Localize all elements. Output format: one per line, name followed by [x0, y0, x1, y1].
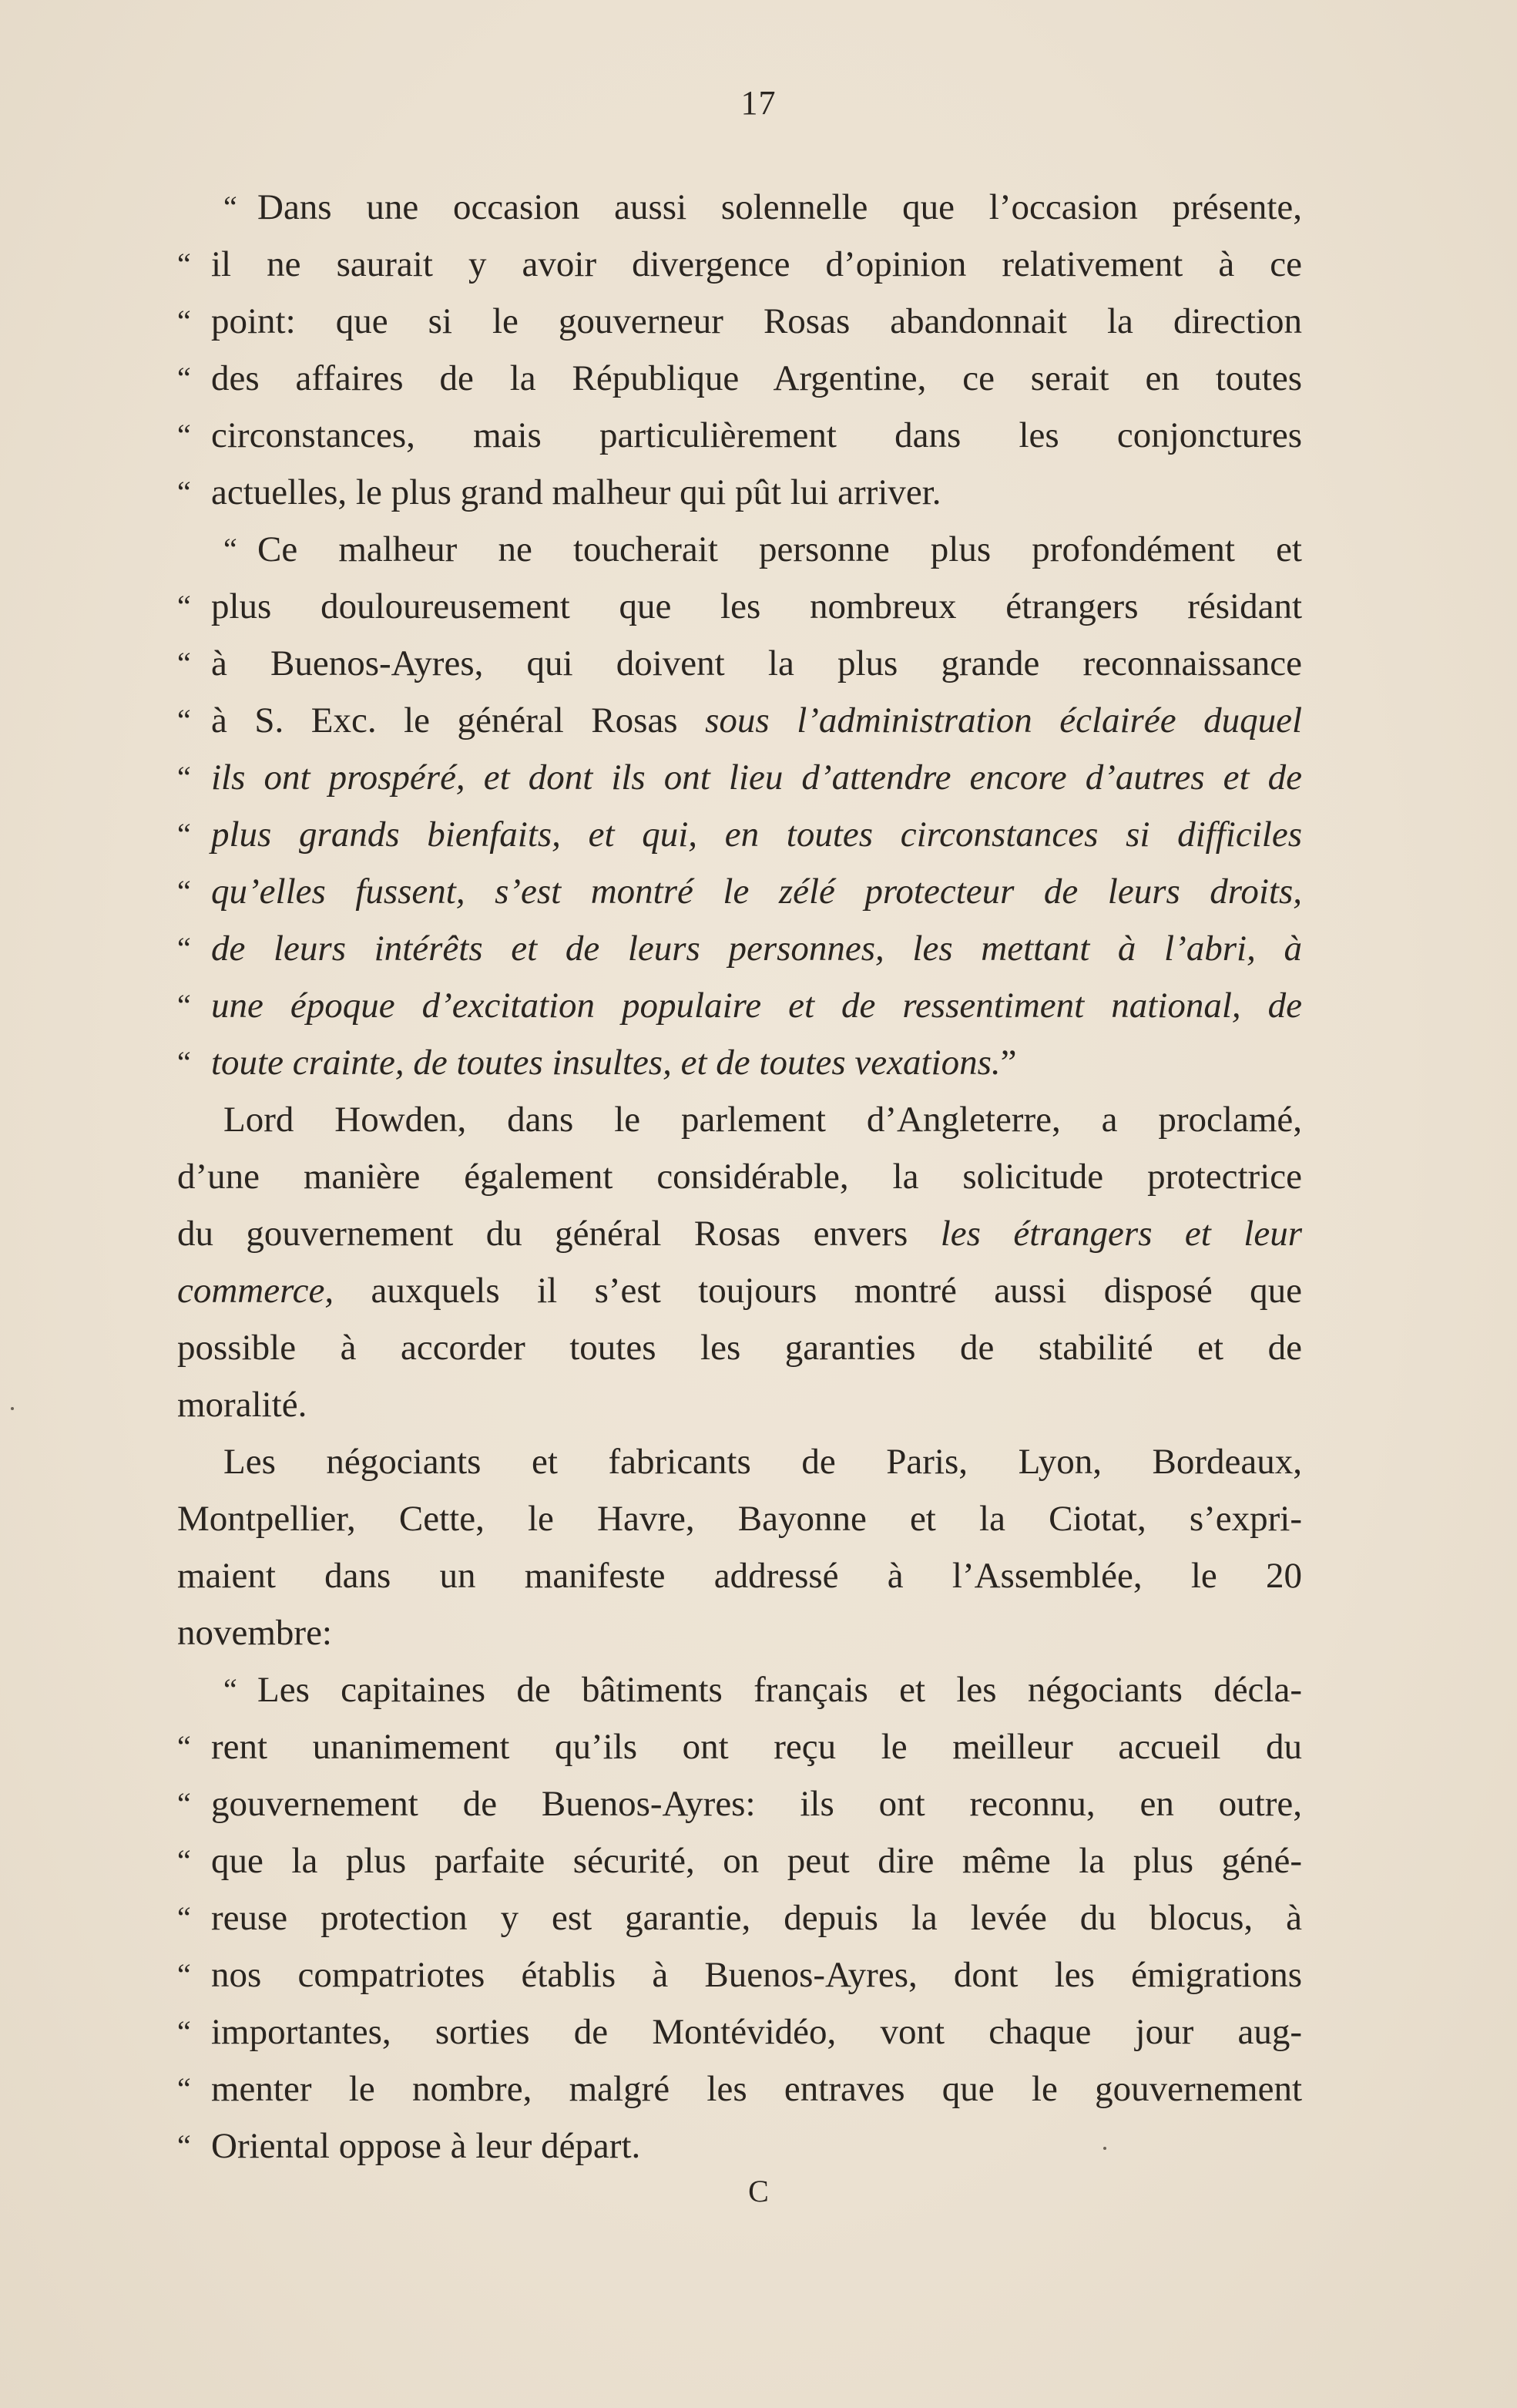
- quote-mark: “: [177, 646, 191, 680]
- text-segment: nos compatriotes établis à Buenos-Ayres, dont les émigrations: [211, 1955, 1302, 1995]
- text-line: [177, 1946, 1302, 2003]
- quote-mark: “: [177, 2071, 191, 2106]
- text-line: [177, 635, 1302, 692]
- text-segment: plus douloureusement que les nombreux étrangers résidant: [211, 586, 1302, 626]
- text-line: [177, 1547, 1302, 1604]
- text-line: [177, 749, 1302, 806]
- text-line: [177, 293, 1302, 350]
- text-line: [177, 1490, 1302, 1547]
- quote-mark: “: [177, 247, 191, 281]
- text-segment: il ne saurait y avoir divergence d’opinion relativement à ce: [211, 244, 1302, 284]
- signature-mark: C: [748, 2174, 769, 2208]
- text-line: [177, 1775, 1302, 1832]
- text-line: [177, 1718, 1302, 1775]
- quote-mark: “: [177, 475, 191, 509]
- paper-speck: [11, 1407, 14, 1410]
- text-segment: Dans une occasion aussi solennelle que l’occasion présente,: [257, 187, 1302, 227]
- quote-mark: “: [177, 817, 191, 851]
- text-line: [177, 692, 1302, 749]
- italic-text: les étrangers et leur: [940, 1214, 1302, 1254]
- italic-text: de leurs intérêts et de leurs personnes, les mettant à l’abri, à: [211, 929, 1302, 969]
- quote-mark: “: [177, 589, 191, 623]
- text-line: [177, 1376, 1302, 1433]
- text-line: [177, 920, 1302, 977]
- text-line: [177, 578, 1302, 635]
- text-segment: menter le nombre, malgré les entraves que le gouvernement: [211, 2069, 1302, 2109]
- quote-mark: “: [177, 760, 191, 794]
- text-line: [177, 1433, 1302, 1490]
- quote-mark: “: [177, 304, 191, 338]
- text-segment: reuse protection y est garantie, depuis la levée du blocus, à: [211, 1898, 1302, 1938]
- italic-text: plus grands bienfaits, et qui, en toutes circonstances si difficiles: [211, 814, 1302, 855]
- text-segment: Ce malheur ne toucherait personne plus profondément et: [257, 529, 1302, 569]
- quote-mark: “: [177, 1045, 191, 1080]
- italic-text: qu’elles fussent, s’est montré le zélé protecteur de leurs droits,: [211, 872, 1302, 912]
- text-line: [177, 1661, 1302, 1718]
- text-segment: auxquels il s’est toujours montré aussi disposé que: [334, 1271, 1302, 1311]
- text-segment: à Buenos-Ayres, qui doivent la plus grande reconnaissance: [211, 643, 1302, 683]
- text-segment: d’une manière également considérable, la solicitude protectrice: [177, 1157, 1302, 1197]
- quote-mark: “: [177, 2128, 191, 2163]
- text-segment: que la plus parfaite sécurité, on peut dire même la plus géné-: [211, 1841, 1302, 1881]
- text-line: [177, 179, 1302, 236]
- text-segment: gouvernement de Buenos-Ayres: ils ont reconnu, en outre,: [211, 1784, 1302, 1824]
- text-segment: novembre:: [177, 1613, 332, 1653]
- italic-text: une époque d’excitation populaire et de ressentiment national, de: [211, 986, 1302, 1026]
- quote-mark: “: [177, 931, 191, 966]
- text-line: [177, 1091, 1302, 1148]
- quote-mark: “: [177, 1729, 191, 1764]
- text-segment: des affaires de la République Argentine, ce serait en toutes: [211, 358, 1302, 398]
- italic-text: sous l’administration éclairée duquel: [705, 700, 1302, 741]
- quote-mark: “: [177, 1957, 191, 1992]
- text-segment: moralité.: [177, 1385, 307, 1425]
- text-line: [177, 1262, 1302, 1319]
- text-segment: point: que si le gouverneur Rosas abandonnait la direction: [211, 301, 1302, 341]
- text-line: [177, 863, 1302, 920]
- quote-mark: “: [177, 361, 191, 395]
- quote-mark: “: [223, 190, 237, 224]
- quote-mark: “: [177, 2014, 191, 2049]
- quote-mark: “: [223, 1672, 237, 1707]
- quote-mark: “: [177, 703, 191, 737]
- quote-mark: “: [177, 418, 191, 452]
- text-line: [177, 1889, 1302, 1946]
- body-text: [177, 179, 1302, 2175]
- quote-mark: “: [177, 1786, 191, 1821]
- text-line: [177, 977, 1302, 1034]
- text-segment: maient dans un manifeste addressé à l’Assemblée, le 20: [177, 1556, 1302, 1596]
- text-segment: possible à accorder toutes les garanties de stabilité et de: [177, 1328, 1302, 1368]
- text-line: [177, 1319, 1302, 1376]
- text-segment: Montpellier, Cette, le Havre, Bayonne et la Ciotat, s’expri-: [177, 1499, 1302, 1539]
- quote-mark: “: [177, 1843, 191, 1878]
- text-line: [177, 521, 1302, 578]
- paper-speck: [1103, 2147, 1106, 2150]
- text-line: [177, 1148, 1302, 1205]
- text-segment: Oriental oppose à leur départ.: [211, 2126, 641, 2166]
- text-segment: à S. Exc. le général Rosas: [211, 700, 706, 741]
- text-segment: importantes, sorties de Montévidéo, vont chaque jour aug-: [211, 2012, 1302, 2052]
- text-line: [177, 1832, 1302, 1889]
- text-segment: Les négociants et fabricants de Paris, Lyon, Bordeaux,: [223, 1442, 1302, 1482]
- text-segment: Les capitaines de bâtiments français et les négociants décla-: [257, 1670, 1302, 1710]
- text-segment: Lord Howden, dans le parlement d’Angleterre, a proclamé,: [223, 1100, 1302, 1140]
- text-line: [177, 2117, 1302, 2175]
- page-number: 17: [740, 84, 777, 122]
- quote-mark: “: [177, 874, 191, 908]
- text-line: [177, 2003, 1302, 2060]
- quote-mark: “: [177, 1900, 191, 1935]
- text-line: [177, 236, 1302, 293]
- italic-text: toute crainte, de toutes insultes, et de toutes vexations.: [211, 1043, 1001, 1083]
- text-line: [177, 407, 1302, 464]
- text-segment: actuelles, le plus grand malheur qui pût lui arriver.: [211, 472, 941, 512]
- text-line: [177, 806, 1302, 863]
- quote-mark: “: [177, 988, 191, 1023]
- italic-text: commerce,: [177, 1271, 334, 1311]
- text-segment: ”: [1000, 1043, 1017, 1083]
- text-line: [177, 350, 1302, 407]
- text-line: [177, 1205, 1302, 1262]
- italic-text: ils ont prospéré, et dont ils ont lieu d’attendre encore d’autres et de: [211, 757, 1302, 798]
- text-segment: rent unanimement qu’ils ont reçu le meilleur accueil du: [211, 1727, 1302, 1767]
- text-line: [177, 464, 1302, 521]
- text-line: [177, 2060, 1302, 2117]
- text-line: [177, 1604, 1302, 1661]
- text-segment: circonstances, mais particulièrement dans les conjonctures: [211, 415, 1302, 455]
- quote-mark: “: [223, 532, 237, 566]
- text-segment: du gouvernement du général Rosas envers: [177, 1214, 941, 1254]
- text-line: [177, 1034, 1302, 1091]
